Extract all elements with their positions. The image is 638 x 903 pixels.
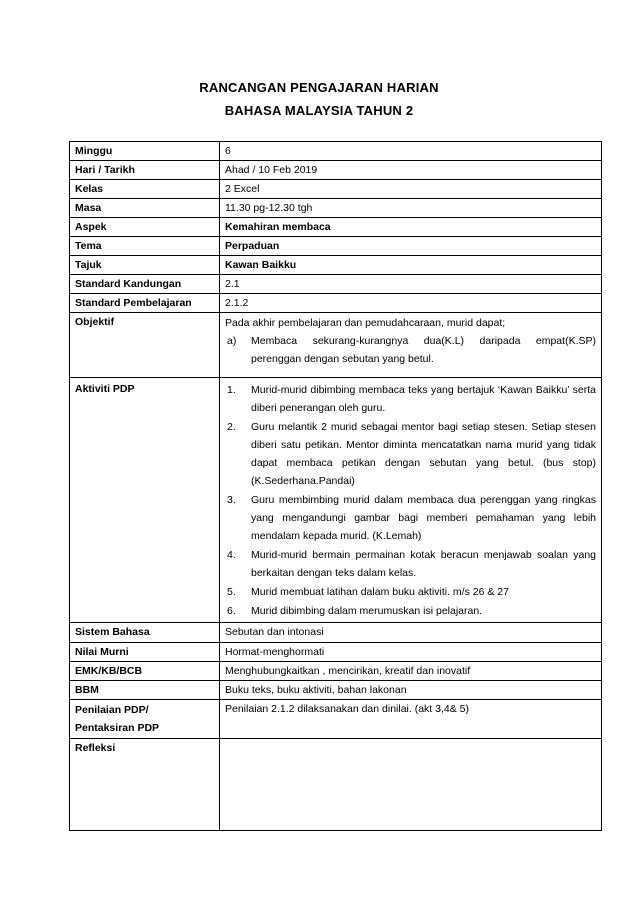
list-marker: 1. [227,384,236,396]
table-row [70,662,602,681]
objektif-list [225,332,596,368]
label-objektif: Objektif [70,313,220,378]
value-nilai-murni: Hormat-menghormati [220,643,602,662]
label-penilaian-line1: Penilaian PDP/ [75,704,149,716]
list-marker: 4. [227,549,236,561]
list-item [225,602,596,620]
table-row [70,275,602,294]
label-tema: Tema [70,237,220,256]
list-item [225,583,596,601]
list-marker: 2. [227,421,236,433]
label-standard-kandungan: Standard Kandungan [70,275,220,294]
aktiviti-list [225,381,596,620]
value-masa: 11.30 pg-12.30 tgh [220,199,602,218]
label-standard-pembelajaran: Standard Pembelajaran [70,294,220,313]
value-kelas: 2 Excel [220,180,602,199]
table-row [70,378,602,623]
label-tajuk: Tajuk [70,256,220,275]
list-item-text: Murid membuat latihan dalam buku aktiviti. m/s 26 & 27 [251,586,509,598]
label-kelas: Kelas [70,180,220,199]
list-item [225,381,596,417]
value-minggu: 6 [220,142,602,161]
label-penilaian [70,700,220,739]
table-row [70,681,602,700]
table-row [70,700,602,739]
document-subtitle: BAHASA MALAYSIA TAHUN 2 [224,103,414,118]
value-tajuk: Kawan Baikku [220,256,602,275]
table-row [70,313,602,378]
list-item-text: Murid dibimbing dalam merumuskan isi pelajaran. [251,605,483,617]
lesson-plan-table [69,141,602,831]
table-row [70,218,602,237]
label-minggu: Minggu [70,142,220,161]
table-row [70,643,602,662]
value-tema: Perpaduan [220,237,602,256]
label-refleksi: Refleksi [70,739,220,831]
table-row [70,237,602,256]
value-hari-tarikh: Ahad / 10 Feb 2019 [220,161,602,180]
table-row [70,199,602,218]
label-aspek: Aspek [70,218,220,237]
value-aktiviti [220,378,602,623]
value-emk: Menghubungkaitkan , mencirikan, kreatif dan inovatif [220,662,602,681]
value-standard-pembelajaran: 2.1.2 [220,294,602,313]
label-bbm: BBM [70,681,220,700]
table-row [70,623,602,643]
value-bbm: Buku teks, buku aktiviti, bahan lakonan [220,681,602,700]
value-sistem-bahasa: Sebutan dan intonasi [220,623,602,643]
value-objektif [220,313,602,378]
list-item-text: Guru membimbing murid dalam membaca dua perenggan yang ringkas yang mengandungi gambar bagi memberi pemahaman yang lebih mendalam kepada murid. (K.Lemah) [251,494,596,542]
list-item-text: Membaca sekurang-kurangnya dua(K.L) daripada empat(K.SP) perenggan dengan sebutan yang betul. [251,335,596,365]
label-penilaian-line2: Pentaksiran PDP [75,722,160,734]
list-marker: 6. [227,605,236,617]
value-penilaian: Penilaian 2.1.2 dilaksanakan dan dinilai. (akt 3,4& 5) [220,700,602,739]
list-marker: 5. [227,586,236,598]
table-row [70,294,602,313]
list-item [225,332,596,368]
objektif-intro: Pada akhir pembelajaran dan pemudahcaraan, murid dapat; [225,317,506,329]
list-marker: a) [227,335,237,347]
label-aktiviti: Aktiviti PDP [70,378,220,623]
label-masa: Masa [70,199,220,218]
list-item-text: Murid-murid bermain permainan kotak beracun menjawab soalan yang berkaitan dengan teks dalam kelas. [251,549,596,579]
table-row [70,161,602,180]
list-item [225,491,596,545]
label-sistem-bahasa: Sistem Bahasa [70,623,220,643]
table-row [70,739,602,831]
table-row [70,142,602,161]
label-emk: EMK/KB/BCB [70,662,220,681]
list-item-text: Guru melantik 2 murid sebagai mentor bagi setiap stesen. Setiap stesen diberi satu petikan. Mentor diminta mencatatkan nama murid yang tidak dapat membaca petikan dengan sebutan yang betul. (bus stop) (K.Sederhana.Pandai) [251,421,596,487]
value-standard-kandungan: 2.1 [220,275,602,294]
table-row [70,180,602,199]
list-item-text: Murid-murid dibimbing membaca teks yang bertajuk ‘Kawan Baikku’ serta diberi penerangan oleh guru. [251,384,596,414]
list-item [225,546,596,582]
label-hari-tarikh: Hari / Tarikh [70,161,220,180]
document-title: RANCANGAN PENGAJARAN HARIAN [199,80,439,95]
list-marker: 3. [227,494,236,506]
label-nilai-murni: Nilai Murni [70,643,220,662]
table-row [70,256,602,275]
list-item [225,418,596,490]
value-refleksi [220,739,602,831]
value-aspek: Kemahiran membaca [220,218,602,237]
